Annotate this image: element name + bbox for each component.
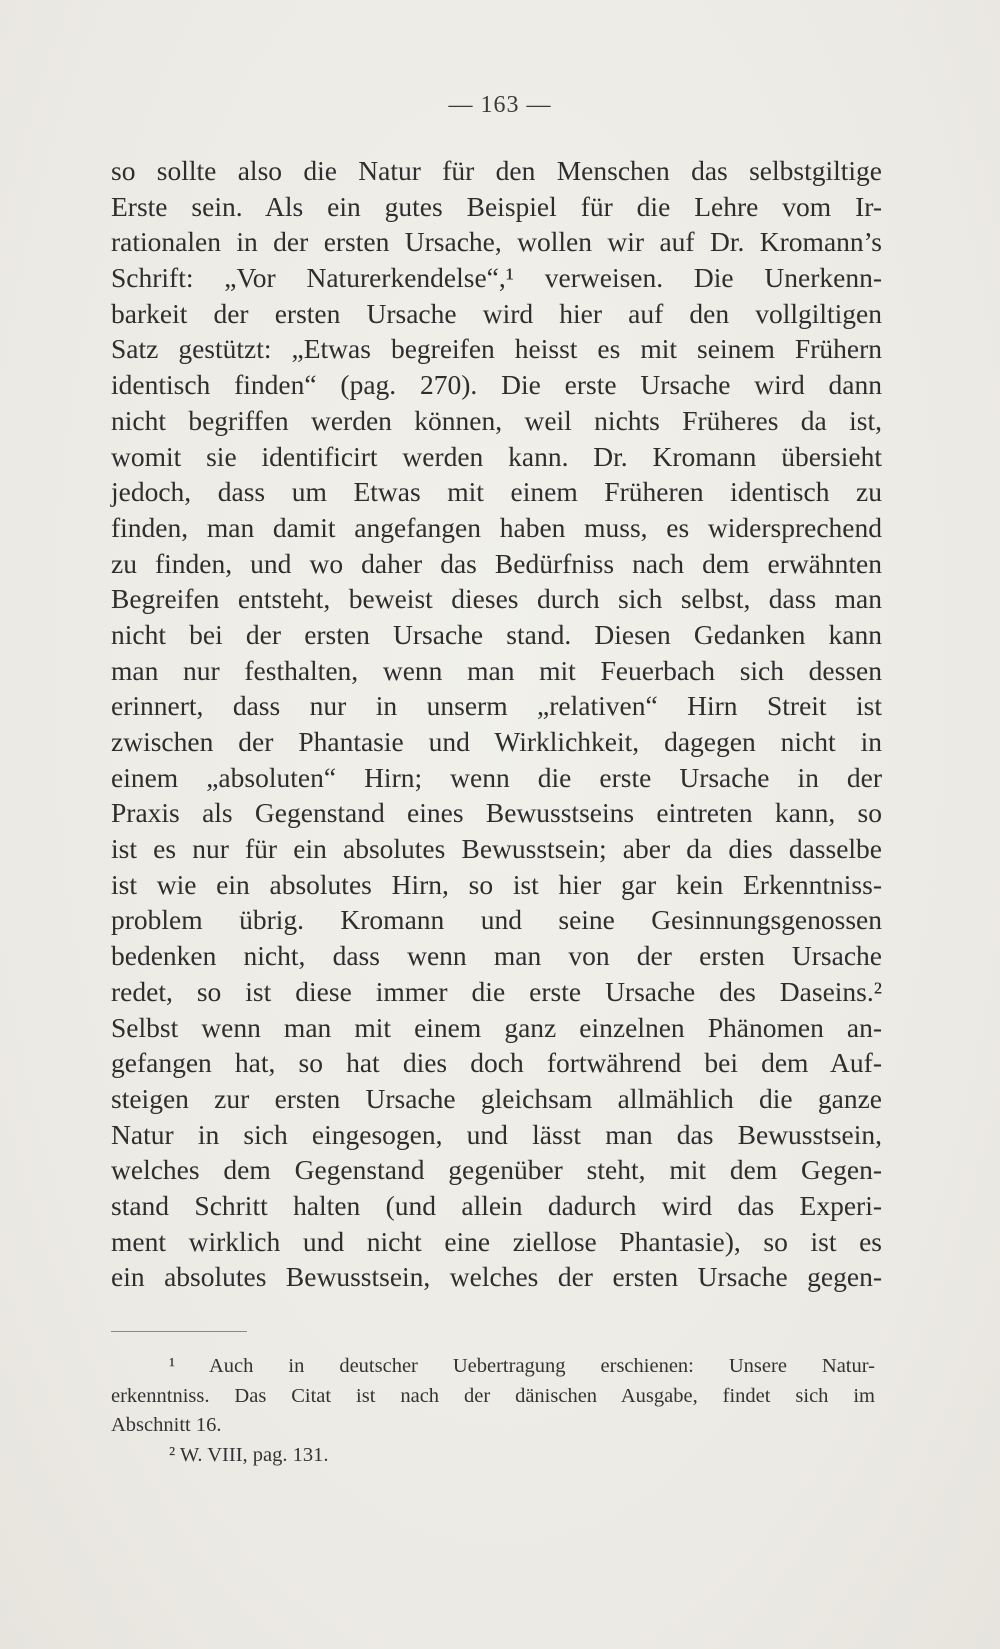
text-line: ment wirklich und nicht eine ziellose Phantasie), so ist es xyxy=(111,1225,882,1257)
footnote-divider xyxy=(111,1331,247,1332)
footnote-1-line: ¹ Auch in deutscher Uebertragung erschienen: Unsere Natur- xyxy=(169,1355,875,1377)
text-line: rationalen in der ersten Ursache, wollen wir auf Dr. Kromann’s xyxy=(111,226,882,258)
text-line: Selbst wenn man mit einem ganz einzelnen Phänomen an- xyxy=(111,1011,882,1043)
text-line: Satz gestützt: „Etwas begreifen heisst es mit seinem Frühern xyxy=(111,333,882,365)
text-line: Praxis als Gegenstand eines Bewusstseins eintreten kann, so xyxy=(111,797,882,829)
footnote-2-line: ² W. VIII, pag. 131. xyxy=(169,1443,329,1466)
text-line: man nur festhalten, wenn man mit Feuerbach sich dessen xyxy=(111,654,882,686)
text-line: bedenken nicht, dass wenn man von der ersten Ursache xyxy=(111,940,882,972)
body-text xyxy=(111,153,882,1295)
text-line: zu finden, und wo daher das Bedürfniss nach dem erwähnten xyxy=(111,547,882,579)
text-line: steigen zur ersten Ursache gleichsam allmählich die ganze xyxy=(111,1082,882,1114)
text-line: welches dem Gegenstand gegenüber steht, mit dem Gegen- xyxy=(111,1154,882,1186)
text-line: redet, so ist diese immer die erste Ursache des Daseins.² xyxy=(111,975,882,1007)
text-line: Natur in sich eingesogen, und lässt man das Bewusstsein, xyxy=(111,1118,882,1150)
text-line: womit sie identificirt werden kann. Dr. Kromann übersieht xyxy=(111,440,882,472)
text-line: zwischen der Phantasie und Wirklichkeit, dagegen nicht in xyxy=(111,726,882,757)
text-line: einem „absoluten“ Hirn; wenn die erste Ursache in der xyxy=(111,761,882,793)
text-line: nicht begriffen werden können, weil nichts Früheres da ist, xyxy=(111,404,882,436)
text-line: stand Schritt halten (und allein dadurch wird das Experi- xyxy=(111,1189,882,1221)
text-line: Schrift: „Vor Naturerkendelse“,¹ verweisen. Die Unerkenn- xyxy=(111,262,882,294)
page-number: — 163 — xyxy=(448,92,552,118)
text-line: erinnert, dass nur in unserm „relativen“ Hirn Streit ist xyxy=(111,690,882,722)
text-line: nicht bei der ersten Ursache stand. Diesen Gedanken kann xyxy=(111,618,882,650)
text-line: Erste sein. Als ein gutes Beispiel für die Lehre vom Ir- xyxy=(111,190,882,222)
text-line: Begreifen entsteht, beweist dieses durch sich selbst, dass man xyxy=(111,583,882,615)
text-line: ist wie ein absolutes Hirn, so ist hier gar kein Erkenntniss- xyxy=(111,868,882,900)
footnotes xyxy=(111,1352,875,1470)
footnote-1-line: Abschnitt 16. xyxy=(111,1414,222,1436)
text-line: ein absolutes Bewusstsein, welches der ersten Ursache gegen- xyxy=(111,1261,882,1293)
text-line: finden, man damit angefangen haben muss, es widersprechend xyxy=(111,511,882,543)
text-line: so sollte also die Natur für den Menschen das selbstgiltige xyxy=(111,155,882,186)
text-line: barkeit der ersten Ursache wird hier auf den vollgiltigen xyxy=(111,297,882,329)
footnote-1-line: erkenntniss. Das Citat ist nach der dänischen Ausgabe, findet sich im xyxy=(111,1384,875,1407)
text-line: problem übrig. Kromann und seine Gesinnungsgenossen xyxy=(111,904,882,936)
text-line: jedoch, dass um Etwas mit einem Früheren identisch zu xyxy=(111,476,882,508)
text-line: ist es nur für ein absolutes Bewusstsein; aber da dies dasselbe xyxy=(111,833,882,865)
text-line: gefangen hat, so hat dies doch fortwährend bei dem Auf- xyxy=(111,1047,882,1079)
text-line: identisch finden“ (pag. 270). Die erste Ursache wird dann xyxy=(111,369,882,401)
